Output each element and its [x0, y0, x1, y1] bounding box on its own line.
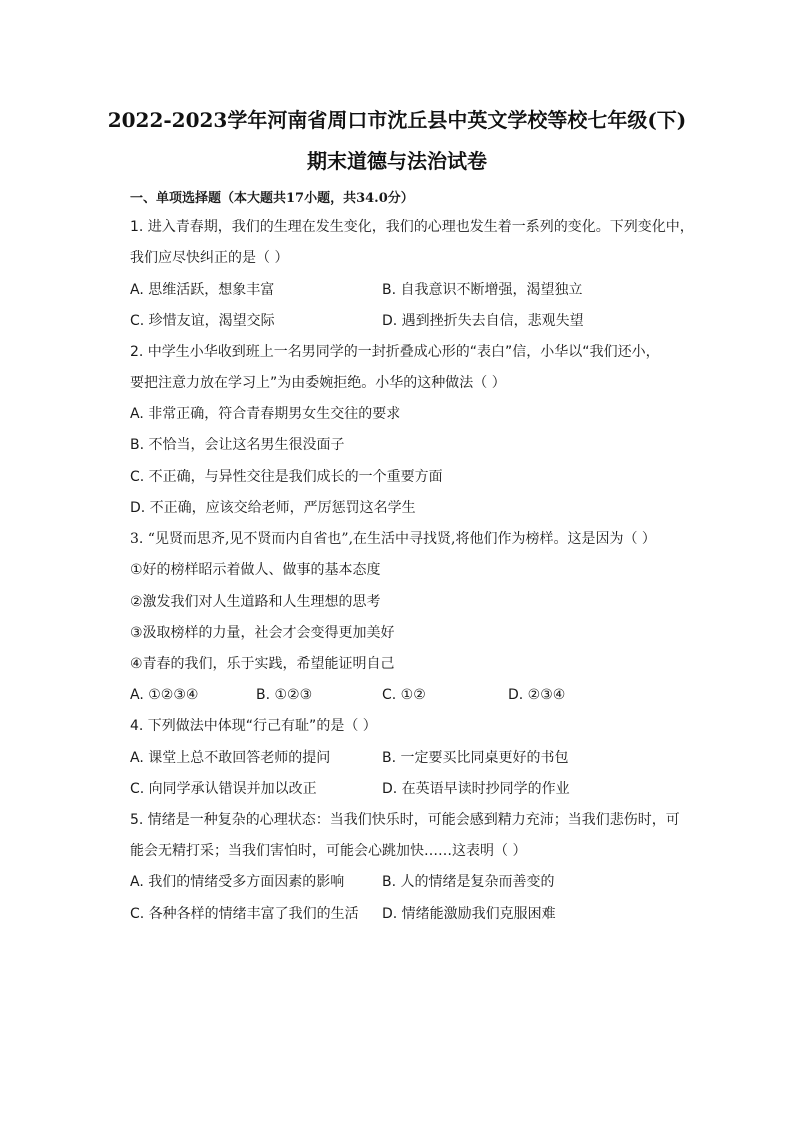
- exam-title-line-2: 期末道德与法治试卷: [307, 149, 487, 173]
- option-c[interactable]: C. ①②: [382, 687, 426, 703]
- option-d[interactable]: D. 遇到挫折失去自信，悲观失望: [382, 313, 584, 329]
- option-d[interactable]: D. 情绪能激励我们克服困难: [382, 906, 556, 922]
- section-heading: 一、单项选择题（本大题共17小题，共34.0分）: [130, 191, 414, 206]
- statement-item: ②激发我们对人生道路和人生理想的思考: [130, 594, 381, 610]
- option-a[interactable]: A. ①②③④: [130, 687, 199, 703]
- question-stem-line: 能会无精打采；当我们害怕时，可能会心跳加快……这表明（ ）: [130, 843, 527, 859]
- statement-item: ③汲取榜样的力量，社会才会变得更加美好: [130, 625, 395, 641]
- exam-title-line-1: 2022-2023学年河南省周口市沈丘县中英文学校等校七年级(下): [107, 108, 687, 132]
- option-b[interactable]: B. ①②③: [256, 687, 313, 703]
- option-c[interactable]: C. 向同学承认错误并加以改正: [130, 781, 317, 797]
- option-a[interactable]: A. 课堂上总不敢回答老师的提问: [130, 750, 331, 766]
- question-stem-line: 3. “见贤而思齐,见不贤而内自省也”,在生活中寻找贤,将他们作为榜样。这是因为（ ）: [130, 531, 656, 547]
- option-a[interactable]: A. 我们的情绪受多方面因素的影响: [130, 874, 345, 890]
- option-b[interactable]: B. 不恰当，会让这名男生很没面子: [130, 437, 345, 453]
- option-d[interactable]: D. 在英语早读时抄同学的作业: [382, 781, 570, 797]
- option-b[interactable]: B. 一定要买比同桌更好的书包: [382, 750, 569, 766]
- question-stem-line: 1. 进入青春期，我们的生理在发生变化，我们的心理也发生着一系列的变化。下列变化中，: [130, 219, 694, 235]
- question-stem-line: 我们应尽快纠正的是（ ）: [130, 250, 289, 266]
- option-b[interactable]: B. 自我意识不断增强，渴望独立: [382, 282, 583, 298]
- option-b[interactable]: B. 人的情绪是复杂而善变的: [382, 874, 555, 890]
- question-stem-line: 4. 下列做法中体现“行己有耻”的是（ ）: [130, 718, 377, 734]
- option-a[interactable]: A. 思维活跃，想象丰富: [130, 282, 275, 298]
- question-stem-line: 要把注意力放在学习上”为由委婉拒绝。小华的这种做法（ ）: [130, 375, 506, 391]
- option-d[interactable]: D. 不正确，应该交给老师，严厉惩罚这名学生: [130, 500, 416, 516]
- option-c[interactable]: C. 不正确，与异性交往是我们成长的一个重要方面: [130, 469, 443, 485]
- option-c[interactable]: C. 各种各样的情绪丰富了我们的生活: [130, 906, 359, 922]
- option-c[interactable]: C. 珍惜友谊，渴望交际: [130, 313, 275, 329]
- statement-item: ①好的榜样昭示着做人、做事的基本态度: [130, 562, 381, 578]
- option-d[interactable]: D. ②③④: [508, 687, 566, 703]
- question-stem-line: 5. 情绪是一种复杂的心理状态：当我们快乐时，可能会感到精力充沛；当我们悲伤时，可: [130, 812, 680, 828]
- option-a[interactable]: A. 非常正确，符合青春期男女生交往的要求: [130, 406, 401, 422]
- statement-item: ④青春的我们，乐于实践，希望能证明自己: [130, 656, 395, 672]
- question-stem-line: 2. 中学生小华收到班上一名男同学的一封折叠成心形的“表白”信，小华以“我们还小，: [130, 344, 660, 360]
